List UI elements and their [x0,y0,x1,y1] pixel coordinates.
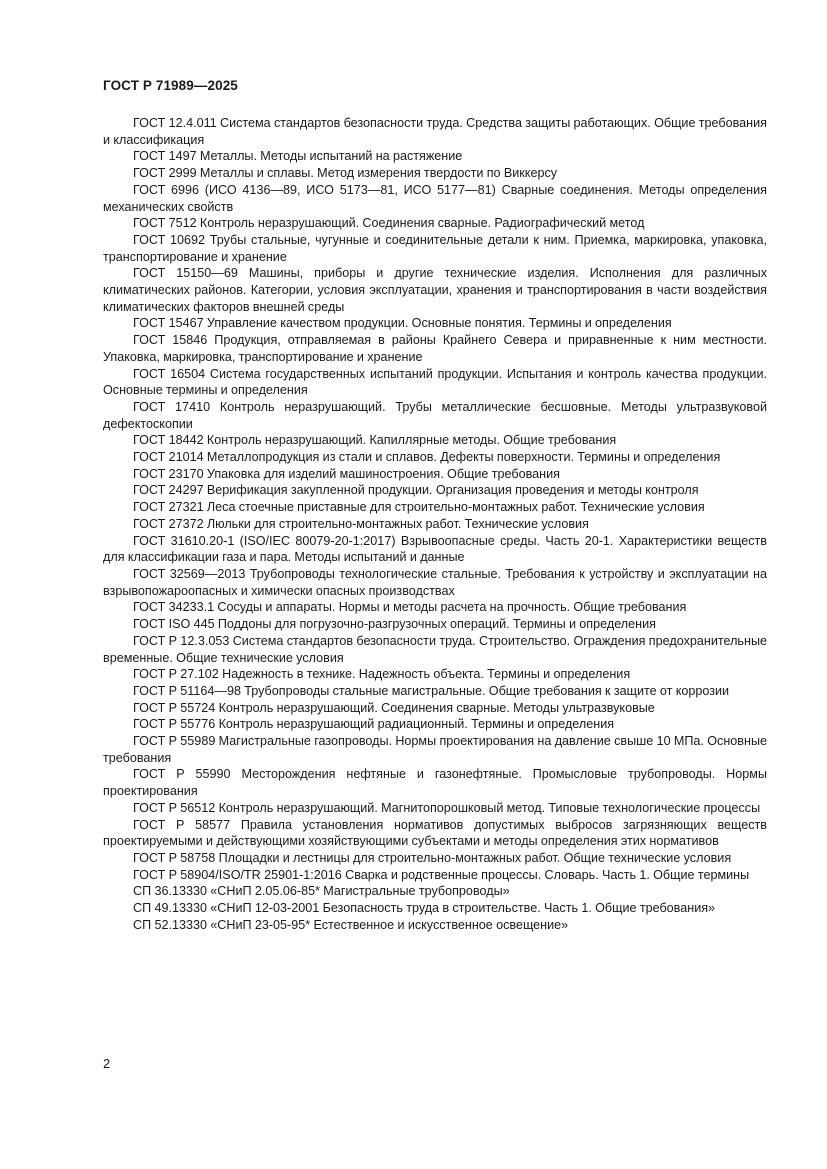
reference-item: ГОСТ 31610.20-1 (ISO/IEC 80079-20-1:2017) Взрывоопасные среды. Часть 20-1. Характеристики веществ для классификации газа и пара. Методы испытаний и данные [103,533,767,565]
reference-item: ГОСТ Р 55989 Магистральные газопроводы. Нормы проектирования на давление свыше 10 МПа. Основные требования [103,734,767,765]
reference-item: ГОСТ Р 55990 Месторождения нефтяные и газонефтяные. Промысловые трубопроводы. Нормы проектирования [103,767,767,799]
reference-item: ГОСТ 21014 Металлопродукция из стали и сплавов. Дефекты поверхности. Термины и определения [133,450,721,465]
reference-item: ГОСТ Р 58904/ISO/TR 25901-1:2016 Сварка и родственные процессы. Словарь. Часть 1. Общие термины [133,867,750,882]
reference-item: ГОСТ 2999 Металлы и сплавы. Метод измерения твердости по Виккерсу [133,166,558,181]
reference-item: ГОСТ 32569—2013 Трубопроводы технологические стальные. Требования к устройству и эксплуатации на взрывопожароопасных и химически опасных производствах [103,566,767,598]
reference-item: ГОСТ 17410 Контроль неразрушающий. Трубы металлические бесшовные. Методы ультразвуковой дефектоскопии [103,399,767,431]
reference-item: ГОСТ Р 58758 Площадки и лестницы для строительно-монтажных работ. Общие технические условия [133,850,732,865]
reference-item: ГОСТ 16504 Система государственных испытаний продукции. Испытания и контроль качества продукции. Основные термины и определения [103,366,767,398]
reference-item: ГОСТ 12.4.011 Система стандартов безопасности труда. Средства защиты работающих. Общие требования и классификация [103,116,767,147]
reference-item: ГОСТ 15846 Продукция, отправляемая в районы Крайнего Севера и приравненные к ним местности. Упаковка, маркировка, транспортирование и хранение [103,333,767,364]
reference-item: ГОСТ 7512 Контроль неразрушающий. Соединения сварные. Радиографический метод [133,216,645,231]
reference-item: ГОСТ Р 55724 Контроль неразрушающий. Соединения сварные. Методы ультразвуковые [133,700,655,715]
document-header: ГОСТ Р 71989—2025 [103,78,238,93]
reference-item: ГОСТ 1497 Металлы. Методы испытаний на растяжение [133,149,463,164]
reference-item: ГОСТ 24297 Верификация закупленной продукции. Организация проведения и методы контроля [133,483,699,498]
reference-item: ГОСТ Р 12.3.053 Система стандартов безопасности труда. Строительство. Ограждения предохранительные временные. Общие технические условия [103,633,767,665]
reference-item: ГОСТ Р 51164—98 Трубопроводы стальные магистральные. Общие требования к защите от коррозии [133,683,730,698]
reference-item: ГОСТ 23170 Упаковка для изделий машиностроения. Общие требования [133,466,560,481]
reference-item: ГОСТ Р 58577 Правила установления нормативов допустимых выбросов загрязняющих веществ проектируемыми и действующими хозяйствующими субъектами и методы определения этих нормативов [103,817,767,849]
reference-item: ГОСТ 15467 Управление качеством продукции. Основные понятия. Термины и определения [133,316,672,331]
reference-item: СП 49.13330 «СНиП 12-03-2001 Безопасность труда в строительстве. Часть 1. Общие требования» [133,901,716,916]
reference-item: ГОСТ 34233.1 Сосуды и аппараты. Нормы и методы расчета на прочность. Общие требования [133,600,687,615]
reference-item: ГОСТ 27321 Леса стоечные приставные для строительно-монтажных работ. Технические условия [133,500,705,515]
reference-item: ГОСТ ISO 445 Поддоны для погрузочно-разгрузочных операций. Термины и определения [133,617,656,632]
reference-item: ГОСТ 27372 Люльки для строительно-монтажных работ. Технические условия [133,516,589,531]
reference-item: ГОСТ 10692 Трубы стальные, чугунные и соединительные детали к ним. Приемка, маркировка, упаковка, транспортирование и хранение [103,232,767,264]
page-number: 2 [103,1056,111,1071]
reference-item: ГОСТ 15150—69 Машины, приборы и другие технические изделия. Исполнения для различных климатических районов. Категории, условия эксплуатации, хранения и транспортирования в части воздействия климатических факторов внешней среды [103,266,767,314]
reference-item: ГОСТ Р 27.102 Надежность в технике. Надежность объекта. Термины и определения [133,667,631,682]
normative-references-list [103,115,767,933]
reference-item: ГОСТ 18442 Контроль неразрушающий. Капиллярные методы. Общие требования [133,433,617,448]
reference-item: ГОСТ 6996 (ИСО 4136—89, ИСО 5173—81, ИСО 5177—81) Сварные соединения. Методы определения механических свойств [103,182,767,214]
reference-item: СП 36.13330 «СНиП 2.05.06-85* Магистральные трубопроводы» [133,884,510,899]
reference-item: СП 52.13330 «СНиП 23-05-95* Естественное и искусственное освещение» [133,917,569,932]
reference-item: ГОСТ Р 56512 Контроль неразрушающий. Магнитопорошковый метод. Типовые технологические процессы [133,800,761,815]
reference-item: ГОСТ Р 55776 Контроль неразрушающий радиационный. Термины и определения [133,717,615,732]
